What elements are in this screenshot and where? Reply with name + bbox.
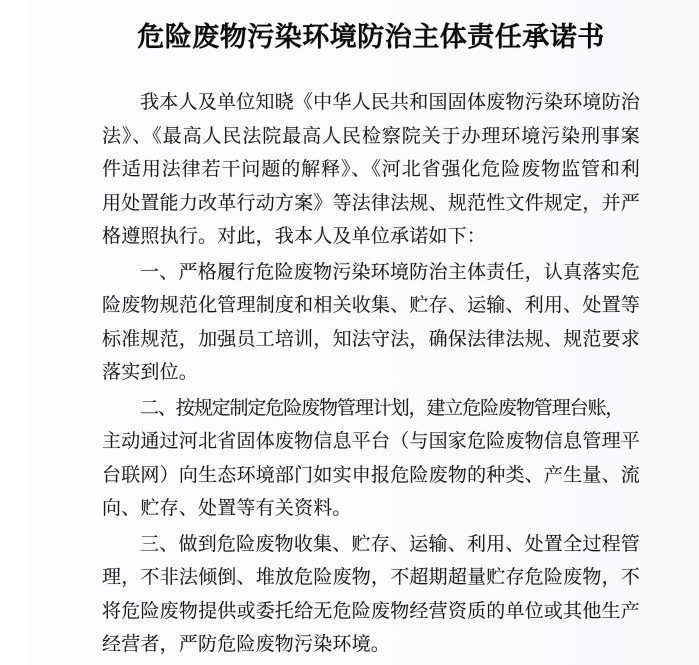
body-line: 落实到位。: [102, 362, 199, 383]
body-line: 主动通过河北省固体废物信息平台（与国家危险废物信息管理平: [102, 431, 640, 452]
body-line: 二、按规定制定危险废物管理计划，建立危险废物管理台账，: [140, 397, 624, 419]
body-line: 险废物规范化管理制度和相关收集、贮存、运输、利用、处置等: [102, 295, 640, 316]
body-line: 标准规范，加强员工培训，知法守法，确保法律法规、规范要求: [102, 328, 640, 350]
body-line: 我本人及单位知晓《中华人民共和国固体废物污染环境防治: [140, 92, 640, 113]
paragraph-item-3: [102, 528, 640, 662]
document-body: [102, 86, 640, 662]
paragraph-intro: [102, 86, 640, 254]
body-line: 三、做到危险废物收集、贮存、运输、利用、处置全过程管: [140, 533, 640, 555]
body-line: 件适用法律若干问题的解释》、《河北省强化危险废物监管和利: [102, 159, 640, 180]
body-line: 法》、《最高人民法院最高人民检察院关于办理环境污染刑事案: [102, 125, 640, 147]
document-title: 危险废物污染环境防治主体责任承诺书: [137, 22, 605, 52]
body-line: 经营者，严防危险废物污染环境。: [102, 634, 391, 655]
body-line: 格遵照执行。对此，我本人及单位承诺如下：: [102, 226, 487, 247]
body-line: 台联网）向生态环境部门如实申报危险废物的种类、产生量、流: [102, 464, 640, 486]
body-line: 向、贮存、处置等有关资料。: [102, 498, 352, 519]
paragraph-item-1: [102, 256, 640, 390]
paragraph-item-2: [102, 392, 640, 526]
body-line: 用处置能力改革行动方案》等法律法规、规范性文件规定，并严: [102, 192, 640, 214]
body-line: 将危险废物提供或委托给无危险废物经营资质的单位或其他生产: [102, 600, 640, 622]
body-line: 理，不非法倾倒、堆放危险废物，不超期超量贮存危险废物，不: [102, 567, 640, 588]
body-line: 一、严格履行危险废物污染环境防治主体责任，认真落实危: [140, 261, 640, 283]
